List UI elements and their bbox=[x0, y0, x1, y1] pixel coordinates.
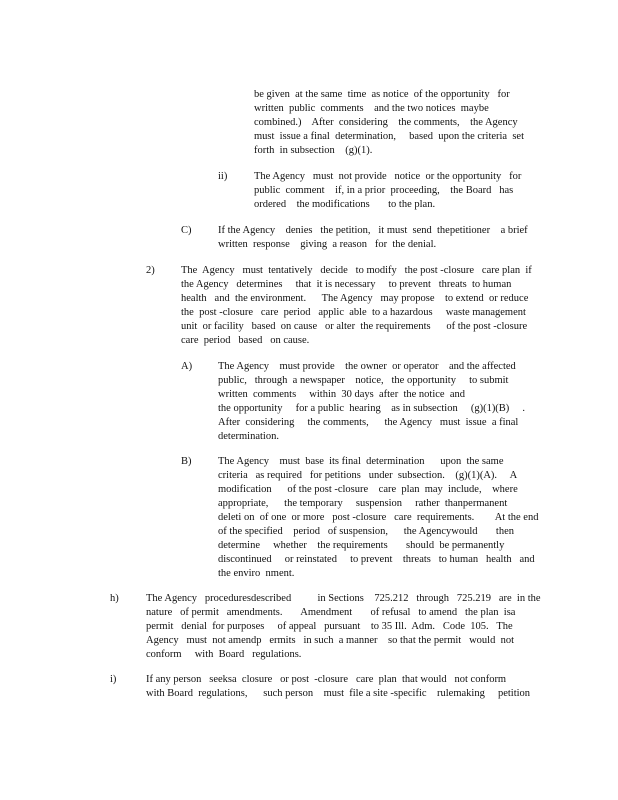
text-line: public, through a newspaper notice, the opportunity to submit bbox=[218, 375, 509, 386]
text-line: The Agency must base its final determination upon the same bbox=[218, 456, 504, 467]
text-line: The Agency must tentatively decide to modify the post -closure care plan if bbox=[181, 265, 532, 276]
text-line: permit denial for purposes of appeal pursuant to 35 Ill. Adm. Code 105. The bbox=[146, 621, 513, 632]
text-line: with Board regulations, such person must file a site -specific rulemaking petition bbox=[146, 688, 531, 699]
text-line: the post -closure care period applic able to a hazardous waste management bbox=[181, 307, 526, 318]
text-line: criteria as required for petitions under subsection. (g)(1)(A). A bbox=[218, 470, 518, 481]
text-line: appropriate, the temporary suspension rather thanpermanent bbox=[218, 498, 508, 509]
text-line: deleti on of one or more post -closure care requirements. At the end bbox=[218, 512, 539, 523]
text-line: the Agency determines that it is necessary to prevent threats to human bbox=[181, 279, 512, 290]
text-line: The Agency proceduresdescribed in Sections 725.212 through 725.219 are in the bbox=[146, 593, 541, 604]
text-line: the enviro nment. bbox=[218, 568, 295, 579]
text-line: be given at the same time as notice of the opportunity for bbox=[254, 89, 510, 100]
list-marker: ii) bbox=[218, 171, 228, 182]
list-marker: 2) bbox=[146, 265, 155, 276]
text-line: care period based on cause. bbox=[181, 335, 310, 346]
text-line: The Agency must not provide notice or the opportunity for bbox=[254, 171, 522, 182]
text-line: Agency must not amendp ermits in such a manner so that the permit would not bbox=[146, 635, 515, 646]
text-line: After considering the comments, the Agency must issue a final bbox=[218, 417, 519, 428]
text-line: written public comments and the two notices maybe bbox=[254, 103, 489, 114]
text-line: determination. bbox=[218, 431, 279, 442]
list-marker: h) bbox=[110, 593, 119, 604]
text-line: must issue a final determination, based upon the criteria set bbox=[254, 131, 525, 142]
text-line: combined.) After considering the comments, the Agency bbox=[254, 117, 518, 128]
list-marker: C) bbox=[181, 225, 192, 236]
text-line: forth in subsection (g)(1). bbox=[254, 145, 373, 156]
text-line: determine whether the requirements should be permanently bbox=[218, 540, 505, 551]
text-line: discontinued or reinstated to prevent threats to human health and bbox=[218, 554, 535, 565]
list-marker: i) bbox=[110, 674, 117, 685]
text-line: The Agency must provide the owner or operator and the affected bbox=[218, 361, 516, 372]
text-line: of the specified period of suspension, the Agencywould then bbox=[218, 526, 514, 537]
text-line: written response giving a reason for the denial. bbox=[218, 239, 437, 250]
text-line: If the Agency denies the petition, it must send thepetitioner a brief bbox=[218, 225, 528, 236]
text-line: health and the environment. The Agency may propose to extend or reduce bbox=[181, 293, 529, 304]
text-line: public comment if, in a prior proceeding, the Board has bbox=[254, 185, 514, 196]
list-marker: B) bbox=[181, 456, 192, 467]
text-line: If any person seeksa closure or post -closure care plan that would not conform bbox=[146, 674, 507, 685]
text-line: the opportunity for a public hearing as in subsection (g)(1)(B) . bbox=[218, 403, 526, 414]
text-line: conform with Board regulations. bbox=[146, 649, 302, 660]
text-line: modification of the post -closure care plan may include, where bbox=[218, 484, 518, 495]
text-line: nature of permit amendments. Amendment of refusal to amend the plan isa bbox=[146, 607, 516, 618]
text-line: unit or facility based on cause or alter the requirements of the post -closure bbox=[181, 321, 528, 332]
text-line: written comments within 30 days after the notice and bbox=[218, 389, 465, 400]
text-line: ordered the modifications to the plan. bbox=[254, 199, 436, 210]
list-marker: A) bbox=[181, 361, 193, 372]
